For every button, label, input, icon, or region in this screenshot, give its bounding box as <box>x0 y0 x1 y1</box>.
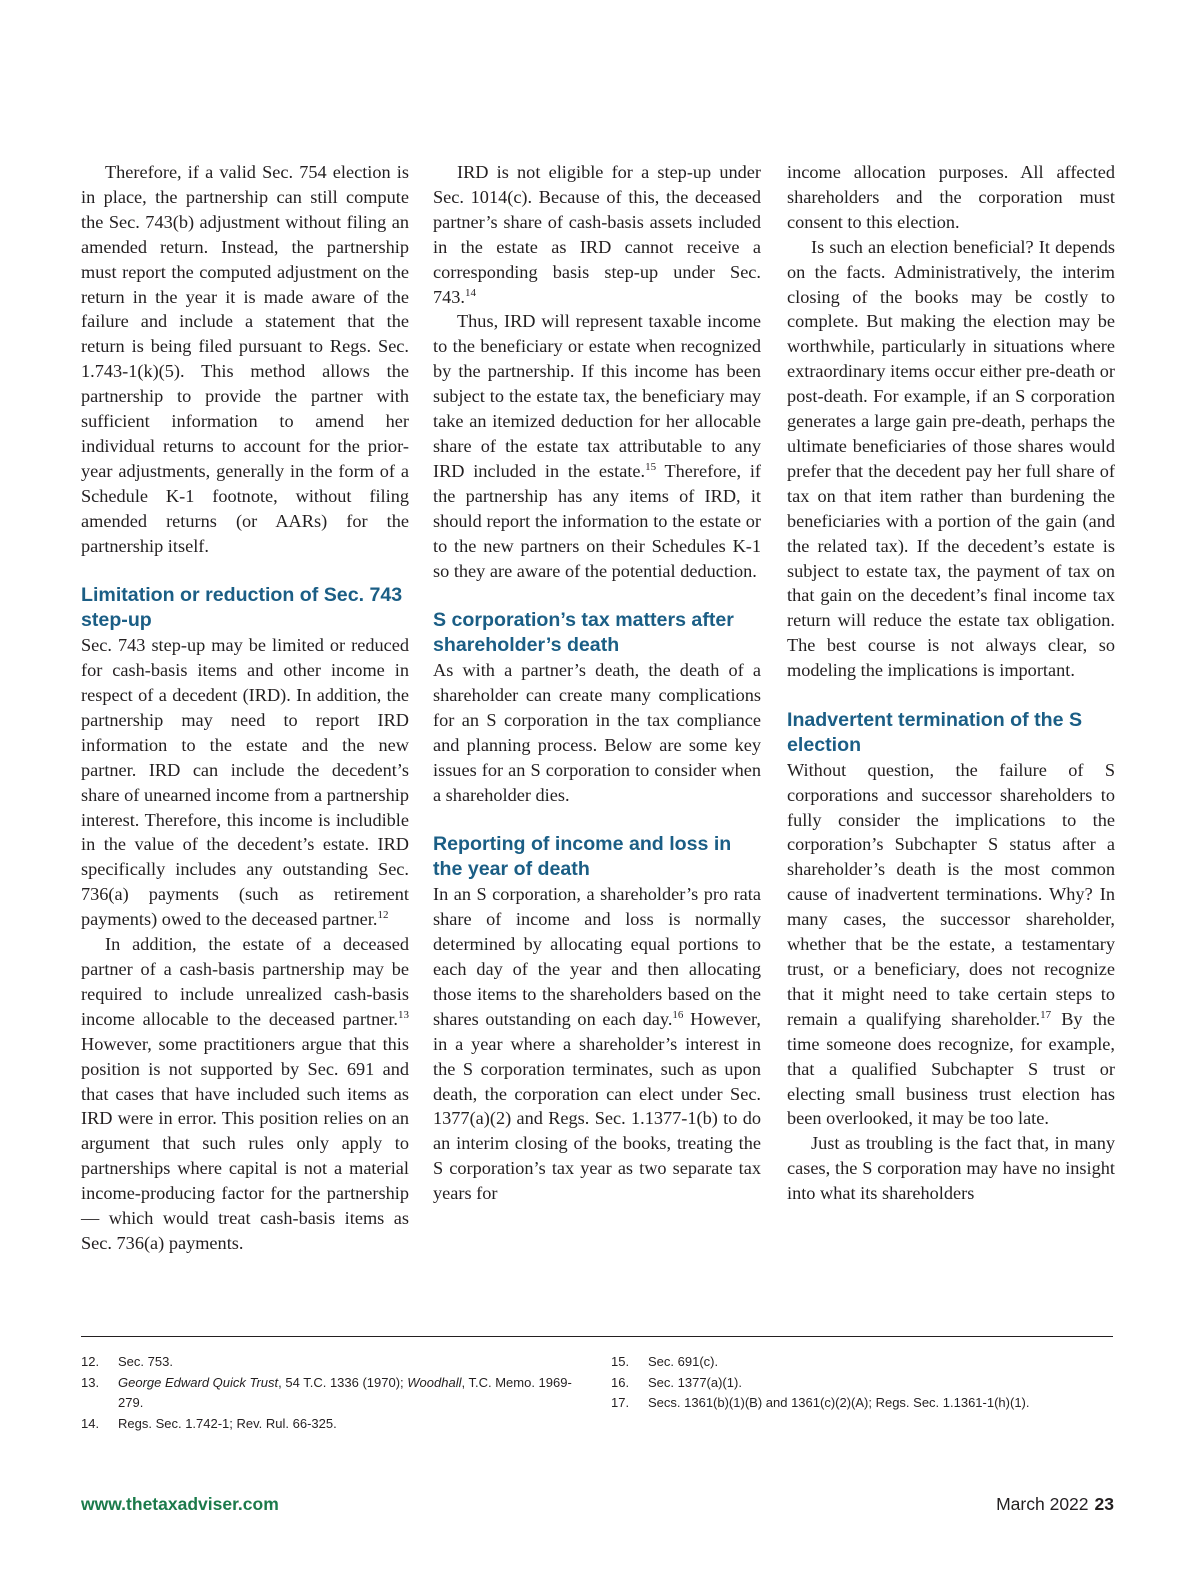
footnote-ref[interactable]: 17 <box>1040 1008 1052 1021</box>
footnotes-left <box>81 1352 581 1434</box>
paragraph: As with a partner’s death, the death of a shareholder can create many complications for an S corporation in the tax compliance and planning process. Below are some key issues for an S corporation to consider when a shareholder dies. <box>433 660 761 805</box>
paragraph: Thus, IRD will represent taxable income to the beneficiary or estate when recognized by the partnership. If this income has been subject to the estate tax, the beneficiary may take an itemized deduction for her allocable share of the estate tax attributable to any IRD included in the estate.$^{15}$ Therefore, if the partnership has any items of IRD, it should report the information to the estate or to the new partners on their Schedules K-1 so they are aware of the potential deduction. <box>433 311 761 581</box>
paragraph: Just as troubling is the fact that, in many cases, the S corporation may have no insight into what its shareholders <box>787 1133 1115 1204</box>
footnote-ref[interactable]: 16 <box>672 1008 684 1021</box>
footnote-ref[interactable]: 13 <box>398 1008 409 1021</box>
footnote-ref[interactable]: 12 <box>377 909 389 922</box>
footnote-16: 16. Sec. 1377(a)(1). <box>611 1374 742 1390</box>
paragraph: In an S corporation, a shareholder’s pro rata share of income and loss is normally determined by allocating equal portions to each day of the year and then allocating those items to the shareholders based on the shares outstanding on each day.$^{16}$ However, in a year where a shareholder’s interest in the S corporation terminates, such as upon death, the corporation can elect under Sec. 1377(a)(2) and Regs. Sec. 1.1377-1(b) to do an interim closing of the books, treating the S corporation’s tax year as two separate tax years for <box>433 884 761 1204</box>
paragraph: In addition, the estate of a deceased partner of a cash-basis partnership may be required to include unrealized cash-basis income allocable to the deceased partner.$^{13}$ However, some practitioners argue that this position is not supported by Sec. 691 and that cases that have included such items as IRD were in error. This position relies on an argument that such rules only apply to partnerships where capital is not a material income-producing factor for the partnership — which would treat cash-basis items as Sec. 736(a) payments. <box>81 934 409 1253</box>
paragraph: IRD is not eligible for a step-up under Sec. 1014(c). Because of this, the deceased partner’s share of cash-basis assets included in the estate as IRD cannot receive a corresponding basis step-up under Sec. 743.14 <box>433 162 761 307</box>
footnote-ref[interactable]: 14 <box>465 286 476 299</box>
section-heading: Inadvertent termination of the S election <box>787 708 1083 756</box>
column-2 <box>433 160 761 1206</box>
paragraph: Therefore, if a valid Sec. 754 election is in place, the partnership can still compute the Sec. 743(b) adjustment without filing an amended return. Instead, the partnership must report the computed adjustment on the return in the year it is made aware of the failure and include a statement that the return is being filed pursuant to Regs. Sec. 1.743-1(k)(5). This method allows the partnership to provide the partner with sufficient information to amend her individual returns to account for the prior-year adjustments, generally in the form of a Schedule K-1 footnote, without filing amended returns (or AARs) for the partnership itself. <box>81 162 409 556</box>
paragraph: Is such an election beneficial? It depends on the facts. Administratively, the interim closing of the books may be costly to complete. But making the election may be worthwhile, particularly in situations where extraordinary items occur either pre-death or post-death. For example, if an S corporation generates a large gain pre-death, perhaps the ultimate beneficiaries of those shares would prefer that the decedent pay her full share of tax on that item rather than burdening the beneficiaries with a portion of the gain (and the related tax). If the decedent’s estate is subject to estate tax, the payment of tax on that gain on the decedent’s final income tax return will reduce the estate tax obligation. The best course is not always clear, so modeling the implications is important. <box>787 236 1115 681</box>
issue-date: March 2022 <box>996 1494 1089 1514</box>
footnote-15: 15. Sec. 691(c). <box>611 1354 719 1369</box>
column-1 <box>81 160 409 1256</box>
footnote-divider <box>81 1336 1113 1337</box>
footnote-ref[interactable]: 15 <box>645 460 657 473</box>
footnote-12: 12. Sec. 753. <box>81 1354 173 1369</box>
footnote-17: 17. Secs. 1361(b)(1)(B) and 1361(c)(2)(A); Regs. Sec. 1.1361-1(h)(1). <box>611 1395 1030 1410</box>
footnote-14: 14. Regs. Sec. 1.742-1; Rev. Rul. 66-325. <box>81 1415 337 1431</box>
subsection-heading: Reporting of income and loss in the year of death <box>433 833 732 881</box>
column-3 <box>787 160 1115 1206</box>
footnotes-right <box>611 1352 1111 1414</box>
paragraph: Without question, the failure of S corporations and successor shareholders to fully consider the implications to the corporation’s Subchapter S status after a shareholder’s death is the most common cause of inadvertent terminations. Why? In many cases, the successor shareholder, whether that be the estate, a testamentary trust, or a beneficiary, does not recognize that it might need to take certain steps to remain a qualifying shareholder.$^{17}$ By the time someone does recognize, for example, that a qualified Subchapter S trust or electing small business trust election has been overlooked, it may be too late. <box>787 759 1115 1129</box>
website-link[interactable]: www.thetaxadviser.com <box>81 1494 279 1514</box>
section-heading: Limitation or reduction of Sec. 743 step-up <box>81 584 403 632</box>
page-footer <box>996 1494 1114 1515</box>
paragraph: Sec. 743 step-up may be limited or reduced for cash-basis items and other income in respect of a decedent (IRD). In addition, the partnership may need to report IRD information to the estate and the new partner. IRD can include the decedent’s share of unearned income from a partnership interest. Therefore, this income is includible in the value of the decedent’s estate. IRD specifically includes any outstanding Sec. 736(a) payments (such as retirement payments) owed to the deceased partner.$^{12}$ <box>81 635 409 930</box>
paragraph: income allocation purposes. All affected shareholders and the corporation must consent to this election. <box>787 162 1115 232</box>
section-heading: S corporation’s tax matters after shareholder’s death <box>433 609 734 657</box>
footnote-13: 13. George Edward Quick Trust, 54 T.C. 1336 (1970); Woodhall, T.C. Memo. 1969-279. <box>81 1374 572 1410</box>
page-number: 23 <box>1094 1494 1114 1514</box>
